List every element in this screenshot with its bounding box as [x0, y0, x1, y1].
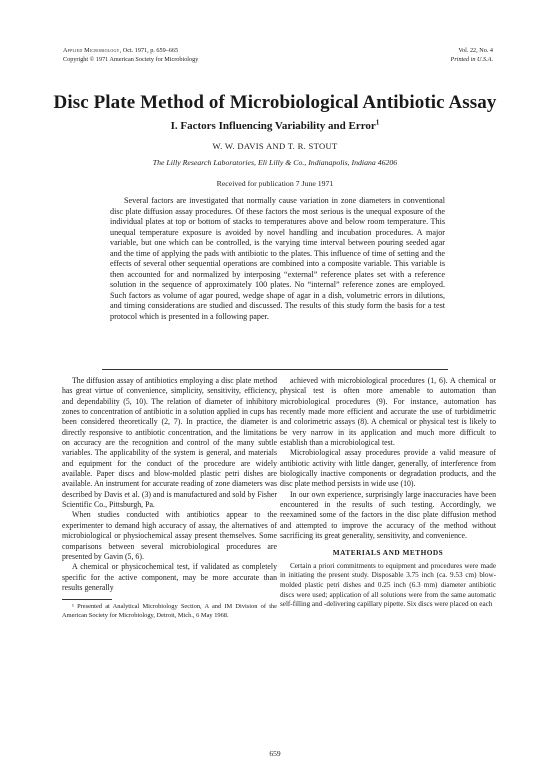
body-paragraph: In our own experience, surprisingly large inaccuracies have been encountered in the results of such testing. Accordingly, we reexamined some of the factors in the disc plate diffusion method and attempted to improve the accuracy of the method without sacrificing its great generality, sensitivity, and convenience.	[280, 489, 496, 541]
body-paragraph: The diffusion assay of antibiotics employing a disc plate method has great virtue of convenience, simplicity, sensitivity, efficiency, and dependability (5, 10). The relation of diameter of inhibitory zones to concentration of antibiotic in a solution applied in cups has been considered theoretically (2, 7). In practice, the diameter is directly responsive to antibiotic concentration, and the limitations on accuracy are the recognition and control of the many subtle variables. The applicability of the system is general, and materials and equipment for the conduct of the procedure are widely available. Paper discs and blow-molded plastic petri dishes are available. An instrument for accurate reading of zone diameters was described by Davis et al. (3) and is manufactured and sold by Fisher Scientific Co., Pittsburgh, Pa.	[62, 376, 277, 510]
page-number: 659	[269, 749, 281, 758]
body-paragraph: A chemical or physicochemical test, if validated as completely specific for the active component, may be more accurate than results generally	[62, 562, 277, 592]
body-paragraph: When studies conducted with antibiotics appear to the experimenter to demand high accuracy of assay, the alternatives of microbiological or physiochemical assay present themselves. Some comparisons between several microbiological procedures are presented by Gavin (5, 6).	[62, 510, 277, 561]
right-column	[280, 376, 496, 610]
body-paragraph: Certain a priori commitments to equipment and procedures were made in initiating the present study. Disposable 3.75 inch (ca. 9.53 cm) blow-molded plastic petri dishes and 0.25 inch (6.3 mm) diameter antibiotic discs were used; application of all solutions were from the same automatic self-filling and -delivering capillary pipette. Six discs were placed on each	[280, 561, 496, 609]
journal-name: Applied Microbiology	[63, 47, 120, 54]
issue-line: , Oct. 1971, p. 659–665	[119, 47, 179, 54]
received-date: Received for publication 7 June 1971	[216, 179, 334, 188]
left-column	[62, 376, 277, 620]
body-paragraph: Microbiological assay procedures provide a valid measure of antibiotic activity with little danger, generally, of interference from biologically inactive components or degradation products, and the disc plate method persists in wide use (10).	[280, 448, 496, 489]
copyright-line: Copyright © 1971 American Society for Microbiology	[63, 56, 199, 63]
footnote: ¹ Presented at Analytical Microbiology Section, A and IM Division of the American Society for Microbiology, Detroit, Mich., 6 May 1968.	[62, 603, 277, 619]
volume-line: Vol. 22, No. 4	[458, 47, 493, 54]
subtitle-text: I. Factors Influencing Variability and Error	[170, 120, 376, 132]
running-head-right	[451, 46, 493, 64]
affiliation: The Lilly Research Laboratories, Eli Lilly & Co., Indianapolis, Indiana 46206	[152, 158, 398, 167]
article-subtitle	[0, 120, 550, 132]
authors: W. W. DAVIS AND T. R. STOUT	[212, 141, 338, 151]
printed-line: Printed in U.S.A.	[450, 56, 493, 63]
footnote-mark: 1	[375, 118, 380, 127]
running-head-left	[63, 46, 198, 64]
footnote-divider	[62, 599, 112, 600]
article-title: Disc Plate Method of Microbiological Antibiotic Assay	[53, 92, 497, 113]
section-heading: MATERIALS AND METHODS	[332, 547, 444, 557]
body-paragraph: achieved with microbiological procedures (1, 6). A chemical or physical test is often more amenable to automation than microbiological procedures (9). For instance, automation has recently made more efficient and accurate the use of turbidimetric and colorimetric assays (8). A chemical or physical test is likely to be very narrow in its application and much more difficult to establish than a microbiological test.	[280, 376, 496, 448]
abstract: Several factors are investigated that normally cause variation in zone diameters in conventional disc plate diffusion assay procedures. Of these factors the most serious is the unequal exposure of the individual plates at top or bottom of stacks to temperatures above and below room temperature. This unequal temperature exposure is avoided by novel handling and incubation procedures. A major variable, but one which can be controlled, is the varying time interval between pouring seeded agar and the time of applying the pads with antibiotic to the plates. This influence of time of setting and the effects of several other sequential operations are combined into a composite variable. This variable is then accounted for and normalized by interposing “external” reference plates set with a reference solution in the sequence of approximately 100 plates. No “internal” reference zones are employed. Such factors as volume of agar poured, wedge shape of agar in a dish, volumetric errors in dilutions, and timing considerations are studied and discussed. The results of this study form the basis for a test protocol which is presented in a following paper.	[110, 196, 445, 321]
abstract-divider	[102, 369, 448, 370]
